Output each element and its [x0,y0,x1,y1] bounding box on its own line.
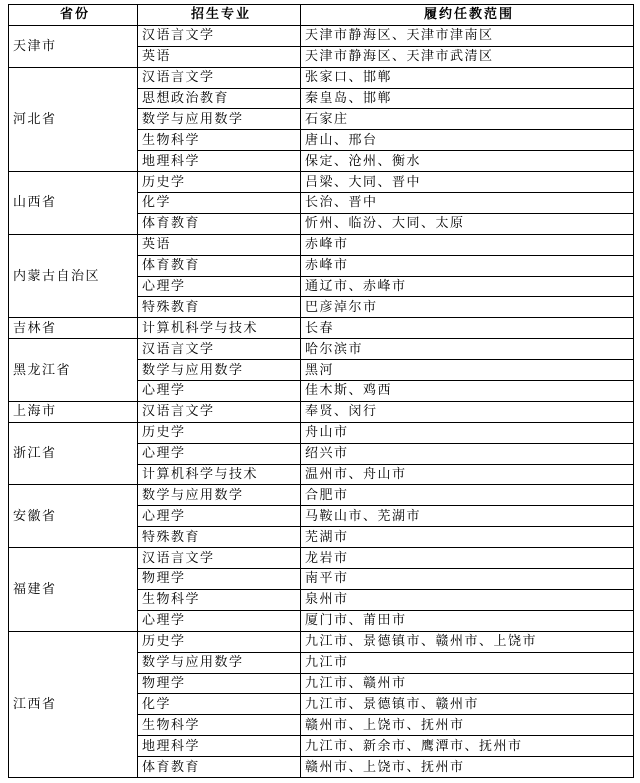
teaching-scope-cell: 吕梁、大同、晋中 [301,172,634,193]
major-cell: 地理科学 [138,151,301,172]
header-teaching-scope: 履约任教范围 [301,5,634,26]
table-row [9,548,634,569]
teaching-scope-cell: 赤峰市 [301,234,634,255]
province-cell: 江西省 [9,631,138,777]
major-cell: 特殊教育 [138,527,301,548]
teaching-scope-cell: 芜湖市 [301,527,634,548]
province-cell: 山西省 [9,172,138,235]
teaching-scope-cell: 马鞍山市、芜湖市 [301,506,634,527]
teaching-scope-cell: 张家口、邯郸 [301,67,634,88]
major-cell: 心理学 [138,506,301,527]
table-body [9,25,634,777]
teaching-scope-cell: 九江市、景德镇市、赣州市 [301,694,634,715]
province-cell: 上海市 [9,401,138,422]
table-row [9,25,634,46]
teaching-scope-cell: 佳木斯、鸡西 [301,381,634,402]
table-row [9,485,634,506]
major-cell: 生物科学 [138,589,301,610]
major-cell: 生物科学 [138,130,301,151]
province-cell: 吉林省 [9,318,138,339]
table-row [9,401,634,422]
major-cell: 特殊教育 [138,297,301,318]
major-cell: 汉语言文学 [138,339,301,360]
teaching-scope-cell: 赣州市、上饶市、抚州市 [301,757,634,778]
province-cell: 福建省 [9,548,138,632]
teaching-scope-cell: 通辽市、赤峰市 [301,276,634,297]
header-row [9,5,634,26]
major-cell: 体育教育 [138,213,301,234]
teaching-scope-cell: 龙岩市 [301,548,634,569]
major-cell: 英语 [138,46,301,67]
major-cell: 历史学 [138,422,301,443]
teaching-scope-cell: 巴彦淖尔市 [301,297,634,318]
enrollment-table-container [8,4,633,778]
table-row [9,422,634,443]
teaching-scope-cell: 泉州市 [301,589,634,610]
major-cell: 思想政治教育 [138,88,301,109]
teaching-scope-cell: 九江市、赣州市 [301,673,634,694]
table-row [9,631,634,652]
major-cell: 生物科学 [138,715,301,736]
major-cell: 数学与应用数学 [138,485,301,506]
major-cell: 计算机科学与技术 [138,464,301,485]
teaching-scope-cell: 九江市、景德镇市、赣州市、上饶市 [301,631,634,652]
table-row [9,339,634,360]
major-cell: 地理科学 [138,736,301,757]
major-cell: 计算机科学与技术 [138,318,301,339]
major-cell: 历史学 [138,631,301,652]
teaching-scope-cell: 舟山市 [301,422,634,443]
teaching-scope-cell: 秦皇岛、邯郸 [301,88,634,109]
header-province: 省份 [9,5,138,26]
teaching-scope-cell: 天津市静海区、天津市津南区 [301,25,634,46]
teaching-scope-cell: 温州市、舟山市 [301,464,634,485]
table-header [9,5,634,26]
teaching-scope-cell: 奉贤、闵行 [301,401,634,422]
table-row [9,234,634,255]
province-cell: 河北省 [9,67,138,171]
province-cell: 内蒙古自治区 [9,234,138,318]
teaching-scope-cell: 忻州、临汾、大同、太原 [301,213,634,234]
teaching-scope-cell: 九江市 [301,652,634,673]
major-cell: 汉语言文学 [138,548,301,569]
teaching-scope-cell: 九江市、新余市、鹰潭市、抚州市 [301,736,634,757]
teaching-scope-cell: 保定、沧州、衡水 [301,151,634,172]
teaching-scope-cell: 绍兴市 [301,443,634,464]
major-cell: 汉语言文学 [138,67,301,88]
major-cell: 数学与应用数学 [138,652,301,673]
table-row [9,318,634,339]
major-cell: 数学与应用数学 [138,360,301,381]
teaching-scope-cell: 赣州市、上饶市、抚州市 [301,715,634,736]
table-row [9,172,634,193]
province-cell: 浙江省 [9,422,138,485]
major-cell: 心理学 [138,443,301,464]
teaching-scope-cell: 赤峰市 [301,255,634,276]
header-major: 招生专业 [138,5,301,26]
province-cell: 黑龙江省 [9,339,138,402]
major-cell: 化学 [138,193,301,214]
major-cell: 物理学 [138,673,301,694]
major-cell: 心理学 [138,276,301,297]
major-cell: 汉语言文学 [138,401,301,422]
teaching-scope-cell: 唐山、邢台 [301,130,634,151]
major-cell: 数学与应用数学 [138,109,301,130]
major-cell: 物理学 [138,569,301,590]
teaching-scope-cell: 厦门市、莆田市 [301,610,634,631]
major-cell: 英语 [138,234,301,255]
teaching-scope-cell: 黑河 [301,360,634,381]
teaching-scope-cell: 石家庄 [301,109,634,130]
province-cell: 安徽省 [9,485,138,548]
enrollment-table [8,4,634,778]
table-row [9,67,634,88]
major-cell: 化学 [138,694,301,715]
major-cell: 体育教育 [138,757,301,778]
teaching-scope-cell: 天津市静海区、天津市武清区 [301,46,634,67]
teaching-scope-cell: 南平市 [301,569,634,590]
major-cell: 心理学 [138,381,301,402]
teaching-scope-cell: 合肥市 [301,485,634,506]
province-cell: 天津市 [9,25,138,67]
major-cell: 体育教育 [138,255,301,276]
major-cell: 历史学 [138,172,301,193]
major-cell: 心理学 [138,610,301,631]
teaching-scope-cell: 长治、晋中 [301,193,634,214]
teaching-scope-cell: 长春 [301,318,634,339]
teaching-scope-cell: 哈尔滨市 [301,339,634,360]
major-cell: 汉语言文学 [138,25,301,46]
